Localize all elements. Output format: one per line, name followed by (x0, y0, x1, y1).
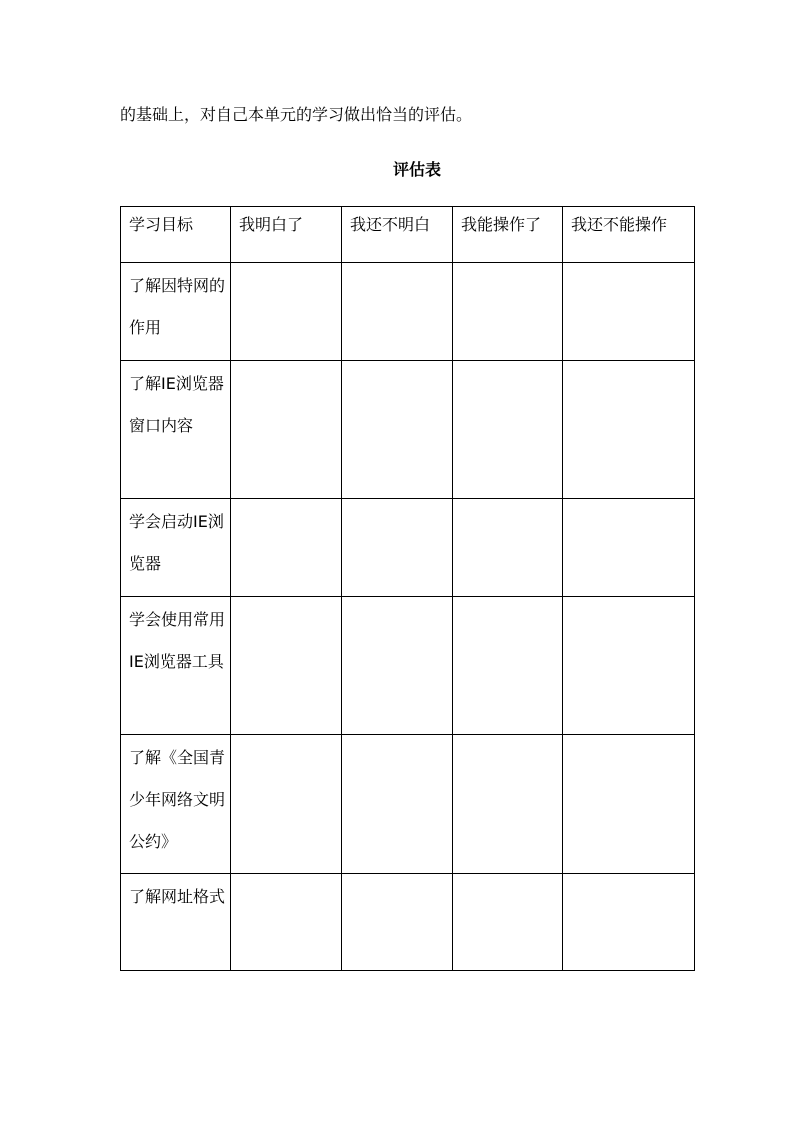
table-cell (563, 263, 695, 361)
goal-cell: 了解网址格式 (121, 874, 231, 971)
table-cell (231, 361, 342, 499)
table-row (121, 361, 695, 499)
table-cell (231, 499, 342, 597)
header-cell-not-understood: 我还不明白 (342, 207, 453, 263)
table-cell (453, 874, 563, 971)
table-cell (342, 263, 453, 361)
table-cell (342, 361, 453, 499)
table-cell (453, 735, 563, 874)
table-cell (342, 735, 453, 874)
table-cell (563, 874, 695, 971)
header-cell-goal: 学习目标 (121, 207, 231, 263)
table-cell (453, 597, 563, 735)
table-row (121, 263, 695, 361)
goal-cell: 了解因特网的作用 (121, 263, 231, 361)
goal-cell: 学会使用常用IE浏览器工具 (121, 597, 231, 735)
table-header-row (121, 207, 695, 263)
table-row (121, 499, 695, 597)
intro-text: 的基础上，对自己本单元的学习做出恰当的评估。 (120, 105, 473, 124)
table-cell (563, 597, 695, 735)
table-cell (563, 499, 695, 597)
table-cell (342, 874, 453, 971)
goal-cell: 了解IE浏览器窗口内容 (121, 361, 231, 499)
evaluation-table (120, 206, 695, 971)
table-cell (231, 735, 342, 874)
header-cell-can-operate: 我能操作了 (453, 207, 563, 263)
table-cell (563, 361, 695, 499)
table-cell (231, 597, 342, 735)
goal-cell: 了解《全国青少年网络文明公约》 (121, 735, 231, 874)
goal-cell: 学会启动IE浏览器 (121, 499, 231, 597)
table-cell (453, 263, 563, 361)
table-row (121, 874, 695, 971)
table-cell (342, 597, 453, 735)
header-cell-cannot-operate: 我还不能操作 (563, 207, 695, 263)
table-cell (453, 361, 563, 499)
table-cell (453, 499, 563, 597)
header-cell-understood: 我明白了 (231, 207, 342, 263)
table-cell (231, 874, 342, 971)
table-cell (231, 263, 342, 361)
table-row (121, 597, 695, 735)
table-cell (342, 499, 453, 597)
table-title: 评估表 (392, 160, 441, 179)
table-row (121, 735, 695, 874)
table-cell (563, 735, 695, 874)
